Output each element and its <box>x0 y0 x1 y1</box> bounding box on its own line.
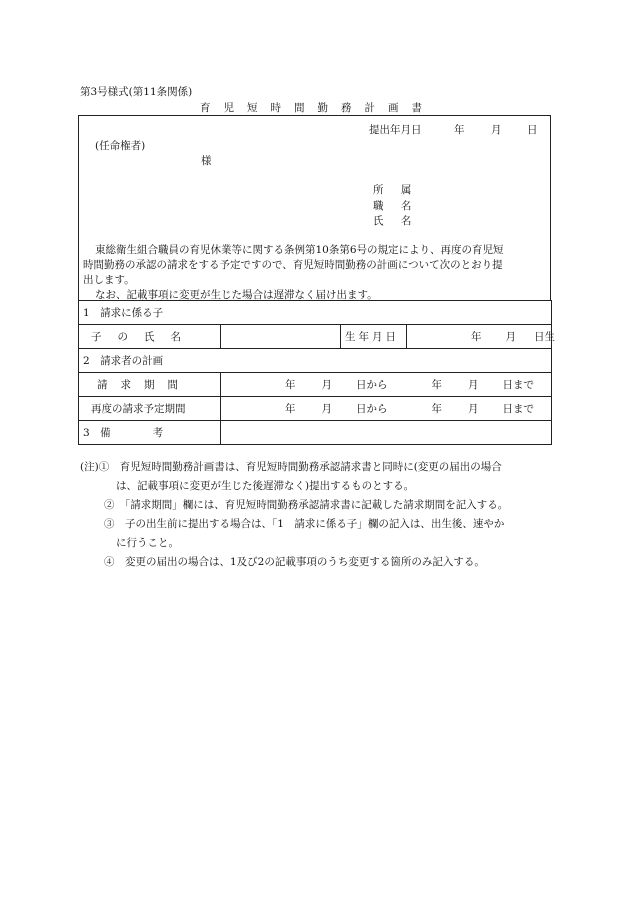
paragraph1-line1: 東総衛生組合職員の育児休業等に関する条例第10条第6号の規定により、再度の育児短 <box>95 244 504 256</box>
section1-heading-row <box>79 301 552 325</box>
period-start-year: 年 <box>285 379 296 391</box>
submit-date-label: 提出年月日 <box>369 124 422 136</box>
form-id: 第3号様式(第11条関係) <box>80 86 193 98</box>
name-label: 氏 名 <box>373 215 419 227</box>
child-row <box>79 325 552 349</box>
child-name-label: 子の氏名 <box>79 325 221 349</box>
note-3-line1: ③ 子の出生前に提出する場合は、「1 請求に係る子」欄の記入は、出生後、速やか <box>104 518 505 530</box>
appointer-label: (任命権者) <box>95 140 146 152</box>
dob-label: 生年月日 <box>341 325 407 349</box>
re-request-label: 再度の請求予定期間 <box>79 397 221 421</box>
note-1-line1: (注)① 育児短時間勤務計画書は、育児短時間勤務承認請求書と同時に(変更の届出の場合 <box>80 461 502 473</box>
section2-heading-row <box>79 349 552 373</box>
period-row <box>79 373 552 397</box>
plan-table <box>78 300 555 445</box>
note-1-line2: は、記載事項に変更が生じた後遅滞なく)提出するものとする。 <box>116 480 415 492</box>
page-title: 育児短時間勤務計画書 <box>200 102 435 114</box>
dob-suffix: 日生 <box>534 331 555 343</box>
paragraph1-line2: 時間勤務の承認の請求をする予定ですので、育児短時間勤務の計画について次のとおり提 <box>83 259 503 271</box>
affiliation-label: 所 属 <box>373 184 419 196</box>
period-end-month: 月 <box>468 379 479 391</box>
honorific: 様 <box>201 155 212 167</box>
dob-month: 月 <box>505 331 516 343</box>
paragraph2: なお、記載事項に変更が生じた場合は遅滞なく届け出ます。 <box>95 289 378 301</box>
re-request-row <box>79 397 552 421</box>
re-until: 日まで <box>502 403 534 415</box>
paragraph1-line3: 出します。 <box>83 274 135 286</box>
period-field[interactable] <box>221 373 552 397</box>
note-2: ② 「請求期間」欄には、育児短時間勤務承認請求書に記載した請求期間を記入する。 <box>104 499 509 511</box>
re-from: 日から <box>356 403 388 415</box>
re-end-year: 年 <box>431 403 442 415</box>
period-from: 日から <box>356 379 388 391</box>
section1-heading: 1 請求に係る子 <box>79 301 552 325</box>
form-header-box <box>78 115 551 301</box>
re-request-field[interactable] <box>221 397 552 421</box>
note-4: ④ 変更の届出の場合は、1及び2の記載事項のうち変更する箇所のみ記入する。 <box>104 556 485 568</box>
position-label: 職 名 <box>373 200 419 212</box>
period-label: 請求期間 <box>79 373 221 397</box>
submit-year: 年 <box>454 124 465 136</box>
remarks-field[interactable] <box>221 421 552 445</box>
re-start-month: 月 <box>321 403 332 415</box>
re-start-year: 年 <box>285 403 296 415</box>
period-start-month: 月 <box>321 379 332 391</box>
period-end-year: 年 <box>431 379 442 391</box>
submit-month: 月 <box>491 124 502 136</box>
re-end-month: 月 <box>468 403 479 415</box>
note-3-line2: に行うこと。 <box>116 537 179 549</box>
dob-year: 年 <box>471 331 482 343</box>
section2-heading: 2 請求者の計画 <box>79 349 552 373</box>
notes <box>80 458 550 572</box>
period-until: 日まで <box>502 379 534 391</box>
submit-day: 日 <box>527 124 538 136</box>
remarks-label: 3 備 考 <box>79 421 221 445</box>
child-name-field[interactable] <box>221 325 341 349</box>
remarks-row <box>79 421 552 445</box>
dob-field[interactable] <box>407 325 555 349</box>
